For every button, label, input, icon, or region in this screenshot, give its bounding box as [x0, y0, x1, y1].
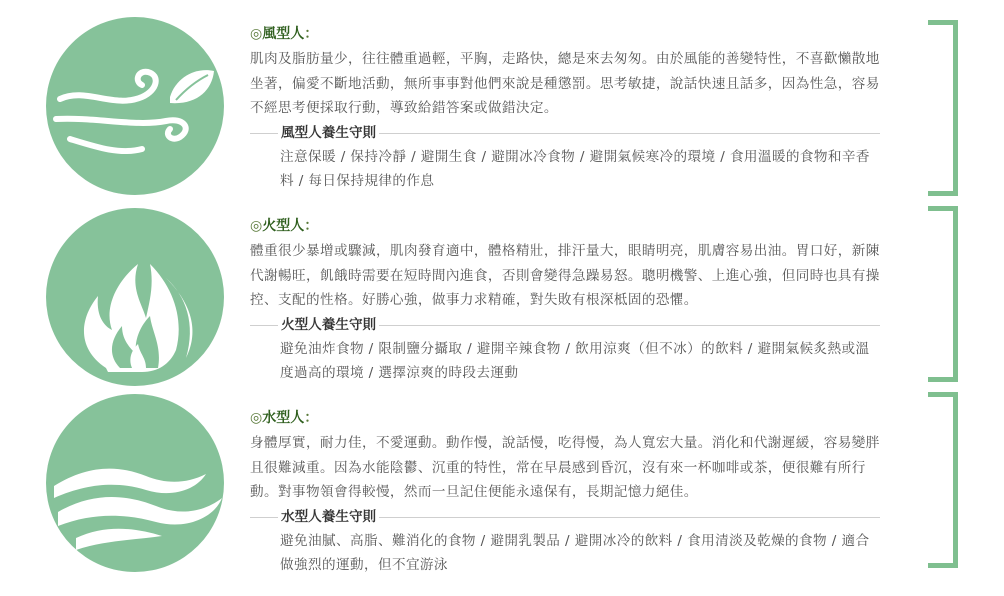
- type-name: 火型人: [262, 218, 305, 234]
- heading-colon: ：: [304, 410, 319, 426]
- rules-title-water: 水型人養生守則: [278, 507, 379, 527]
- rules-divider-wind: [250, 123, 880, 143]
- type-name: 水型人: [262, 410, 305, 426]
- rules-water: 避免油膩、高脂、難消化的食物 / 避開乳製品 / 避開冰冷的飲料 / 食用清淡及乾燥的食物 / 適合做強烈的運動，但不宜游泳: [280, 532, 870, 573]
- heading-water: [250, 408, 880, 428]
- description-wind: 肌肉及脂肪量少，往往體重過輕，平胸，走路快，總是來去匆匆。由於風能的善變特性，不喜歡懶散地坐著，偏愛不斷地活動，無所事事對他們來說是種懲罰。思考敏捷，說話快速且話多，因為性急，容易不經思考便採取行動，導致給錯答案或做錯決定。: [250, 51, 880, 116]
- description-water: 身體厚實，耐力佳，不愛運動。動作慢，說話慢，吃得慢，為人寬宏大量。消化和代謝遲緩，容易變胖且很難減重。因為水能陰鬱、沉重的特性，常在早晨感到昏沉，沒有來一杯咖啡或茶，便很難有所行動。對事物領會得較慢，然而一旦記住便能永遠保有，長期記憶力絕佳。: [250, 435, 880, 500]
- rules-divider-water: [250, 507, 880, 527]
- bracket-water: [928, 392, 958, 568]
- wind-leaf-icon: [46, 17, 224, 195]
- heading-marker: ◎: [250, 218, 263, 234]
- heading-colon: ：: [304, 218, 319, 234]
- heading-marker: ◎: [250, 410, 263, 426]
- description-fire: 體重很少暴增或驟減，肌肉發育適中，體格精壯，排汗量大，眼睛明亮，肌膚容易出油。胃口好，新陳代謝暢旺，飢餓時需要在短時間內進食，否則會變得急躁易怒。聰明機警、上進心強，但同時也具有操控、支配的性格。好勝心強，做事力求精確，對失敗有根深柢固的恐懼。: [250, 243, 880, 308]
- rules-title-fire: 火型人養生守則: [278, 315, 379, 335]
- fire-circle: [46, 208, 224, 386]
- heading-wind: [250, 24, 880, 44]
- water-circle: [46, 394, 224, 572]
- bracket-wind: [928, 20, 958, 196]
- rules-fire: 避免油炸食物 / 限制鹽分攝取 / 避開辛辣食物 / 飲用涼爽（但不冰）的飲料 / 避開氣候炙熱或溫度過高的環境 / 選擇涼爽的時段去運動: [280, 340, 870, 381]
- heading-colon: ：: [304, 26, 319, 42]
- flame-icon: [46, 208, 224, 386]
- bracket-fire: [928, 206, 958, 382]
- water-wave-icon: [46, 394, 224, 572]
- rules-title-wind: 風型人養生守則: [278, 123, 379, 143]
- heading-marker: ◎: [250, 26, 263, 42]
- heading-fire: [250, 216, 880, 236]
- type-name: 風型人: [262, 26, 305, 42]
- wind-circle: [46, 17, 224, 195]
- rules-wind: 注意保暖 / 保持冷靜 / 避開生食 / 避開冰冷食物 / 避開氣候寒冷的環境 / 食用溫暖的食物和辛香料 / 每日保持規律的作息: [280, 148, 870, 189]
- rules-divider-fire: [250, 315, 880, 335]
